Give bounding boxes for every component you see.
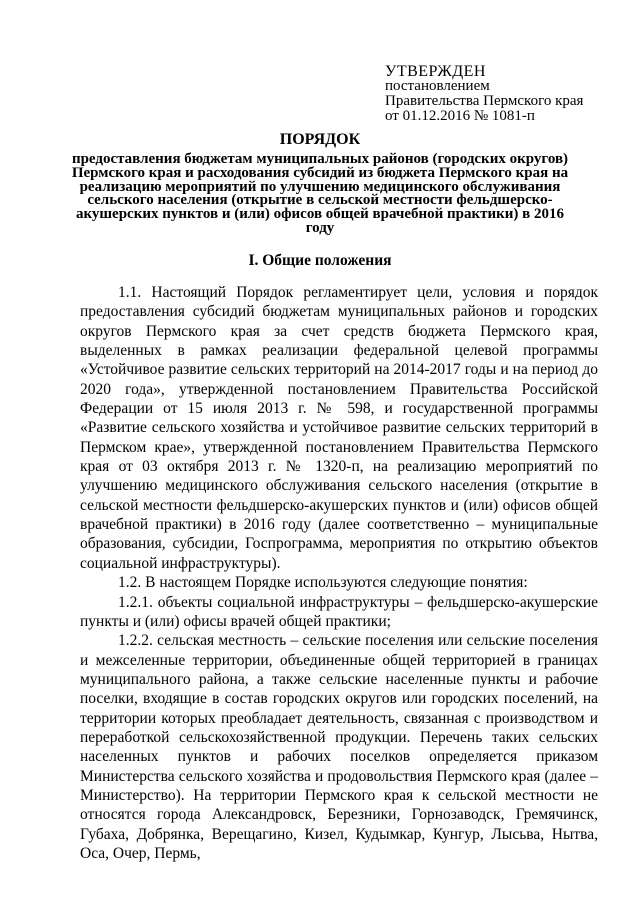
approval-title: УТВЕРЖДЕН: [385, 63, 486, 80]
document-subtitle: предоставления бюджетам муниципальных районов (городских округов) Пермского края и расходования субсидий из бюджета Пермского края на реализацию мероприятий по улучшению медицинского обслуживания сельского населения (открытие в сельской местности фельдшерско-акушерских пунктов и (или) офисов общей врачебной практики) в 2016 году: [71, 151, 569, 236]
paragraph-1-2-1: 1.2.1. объекты социальной инфраструктуры – фельдшерско-акушерские пункты и (или) офисы врачей общей практики;: [80, 593, 598, 630]
section-heading: I. Общие положения: [248, 252, 392, 269]
approval-line-date-number: от 01.12.2016 № 1081-п: [385, 108, 535, 124]
body-text: [80, 283, 598, 863]
approval-line-resolution: постановлением: [385, 78, 490, 94]
approval-line-government: Правительства Пермского края: [385, 93, 584, 109]
paragraph-1-2: 1.2. В настоящем Порядке используются следующие понятия:: [118, 574, 528, 592]
paragraph-1-1: 1.1. Настоящий Порядок регламентирует цели, условия и порядок предоставления субсидий бюджетам муниципальных районов и городских округов Пермского края за счет средств бюджета Пермского края, выделенных в рамках реализации федеральной целевой программы «Устойчивое развитие сельских территорий на 2014-2017 годы и на период до 2020 года», утвержденной постановлением Правительства Российской Федерации от 15 июля 2013 г. № 598, и государственной программы «Развитие сельского хозяйства и устойчивое развитие сельских территорий в Пермском крае», утвержденной постановлением Правительства Пермского края от 03 октября 2013 г. № 1320-п, на реализацию мероприятий по улучшению медицинского обслуживания сельского населения (открытие в сельской местности фельдшерско-акушерских пунктов и (или) офисов общей врачебной практики) в 2016 году (далее соответственно – муниципальные образования, субсидии, Госпрограмма, мероприятия по открытию объектов социальной инфраструктуры).: [80, 284, 598, 572]
paragraph-1-2-2: 1.2.2. сельская местность – сельские поселения или сельские поселения и межселенные территории, объединенные общей территорией в границах муниципального района, а также сельские населенные пункты и рабочие поселки, входящие в состав городских округов или городских поселений, на территории которых преобладает деятельность, связанная с производством и переработкой сельскохозяйственной продукции. Перечень таких сельских населенных пунктов и рабочих поселков определяется приказом Министерства сельского хозяйства и продовольствия Пермского края (далее – Министерство). На территории Пермского края к сельской местности не относятся города Александровск, Березники, Горнозаводск, Гремячинск, Губаха, Добрянка, Верещагино, Кизел, Кудымкар, Кунгур, Лысьва, Нытва, Оса, Очер, Пермь,: [80, 632, 598, 862]
document-title: ПОРЯДОК: [279, 131, 361, 148]
approval-stamp: [385, 64, 583, 124]
